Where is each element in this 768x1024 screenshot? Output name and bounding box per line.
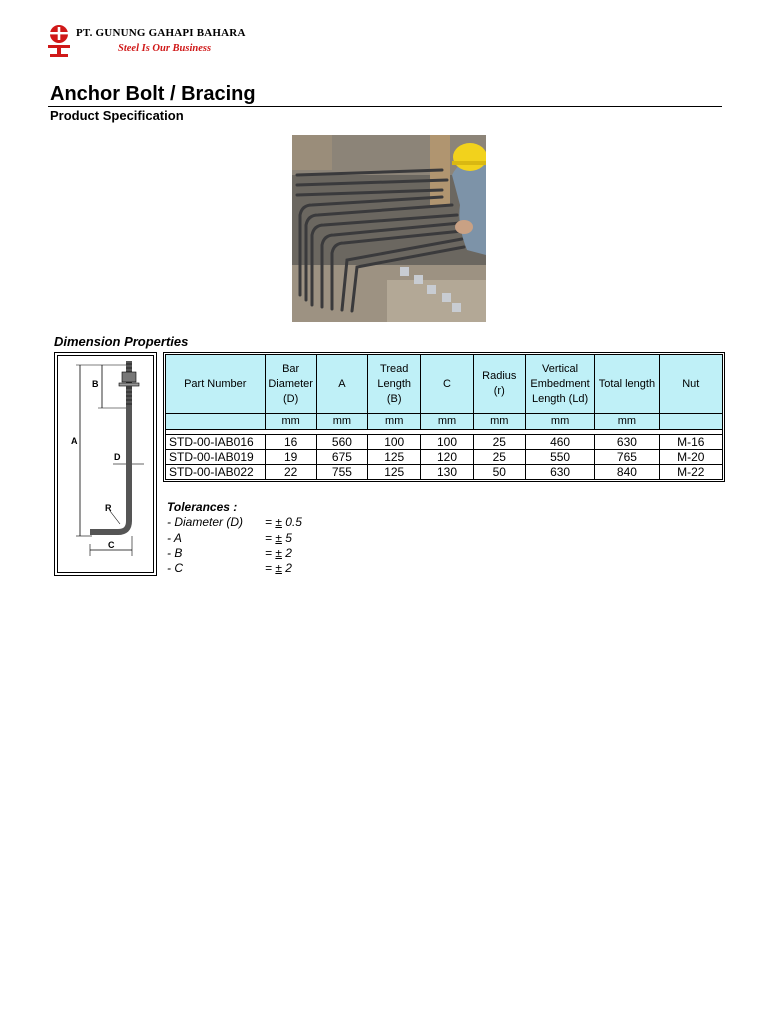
- plus-minus-sign: ±: [275, 545, 282, 560]
- tolerance-label: - B: [167, 545, 183, 560]
- company-name: PT. GUNUNG GAHAPI BAHARA: [76, 27, 246, 39]
- plus-minus-sign: ±: [275, 561, 282, 576]
- unit-cell: mm: [265, 414, 316, 430]
- spec-table: [165, 354, 723, 480]
- table-cell: 675: [316, 450, 367, 465]
- label-c: C: [108, 540, 115, 550]
- tolerance-value: 0.5: [285, 515, 302, 530]
- table-row: [166, 435, 723, 450]
- table-cell: 25: [473, 450, 525, 465]
- tolerance-label: - C: [167, 561, 183, 576]
- tolerance-value: 5: [285, 530, 292, 545]
- company-tagline: Steel Is Our Business: [118, 43, 212, 54]
- title-divider: [48, 106, 722, 107]
- col-header-radius: Radius (r): [473, 355, 525, 414]
- col-header-c: C: [421, 355, 473, 414]
- table-cell: 840: [595, 465, 659, 480]
- unit-cell: mm: [421, 414, 473, 430]
- tolerance-eq: =: [265, 530, 273, 545]
- plus-minus-sign: ±: [275, 515, 282, 530]
- table-row: [166, 450, 723, 465]
- table-cell: 19: [265, 450, 316, 465]
- table-cell: 630: [595, 435, 659, 450]
- table-cell: 755: [316, 465, 367, 480]
- tolerance-label: - Diameter (D): [167, 515, 244, 530]
- unit-cell: mm: [368, 414, 421, 430]
- tolerance-eq: =: [265, 515, 273, 530]
- col-header-vertical-embedment: Vertical Embedment Length (Ld): [525, 355, 594, 414]
- tolerance-eq: =: [265, 561, 273, 576]
- unit-row: [166, 414, 723, 430]
- tolerances-block: [167, 500, 302, 576]
- tolerance-value: 2: [285, 561, 292, 576]
- tolerance-row: [167, 561, 302, 576]
- label-a: A: [71, 436, 78, 446]
- table-cell: 22: [265, 465, 316, 480]
- tolerance-row: [167, 531, 302, 546]
- col-header-bar-diameter: Bar Diameter (D): [265, 355, 316, 414]
- tolerances-title: Tolerances :: [167, 500, 238, 514]
- cell-part-number: STD-00-IAB016: [166, 435, 266, 450]
- spec-table-container: [163, 352, 725, 482]
- col-header-a: A: [316, 355, 367, 414]
- table-cell: 630: [525, 465, 594, 480]
- table-cell: 50: [473, 465, 525, 480]
- tolerance-row: [167, 515, 302, 530]
- page-title: Anchor Bolt / Bracing: [50, 83, 256, 105]
- col-header-part-number: Part Number: [166, 355, 266, 414]
- unit-cell: [659, 414, 722, 430]
- unit-cell: mm: [595, 414, 659, 430]
- anchor-bolt-diagram: [54, 352, 157, 576]
- label-d: D: [114, 452, 121, 462]
- col-header-nut: Nut: [659, 355, 722, 414]
- section-title: Dimension Properties: [54, 334, 189, 349]
- table-cell: 120: [421, 450, 473, 465]
- table-cell: 460: [525, 435, 594, 450]
- tolerance-row: [167, 546, 302, 561]
- tolerance-label: - A: [167, 530, 182, 545]
- table-cell: M-16: [659, 435, 722, 450]
- table-cell: 25: [473, 435, 525, 450]
- table-cell: 125: [368, 465, 421, 480]
- label-b: B: [92, 379, 99, 389]
- page-subtitle: Product Specification: [50, 108, 184, 123]
- table-cell: 125: [368, 450, 421, 465]
- plus-minus-sign: ±: [275, 530, 282, 545]
- col-header-tread-length: Tread Length (B): [368, 355, 421, 414]
- label-r: R: [105, 503, 112, 513]
- tolerance-value: 2: [285, 545, 292, 560]
- tolerance-eq: =: [265, 545, 273, 560]
- anchor-bolt-drawing: [58, 356, 153, 572]
- table-row: [166, 465, 723, 480]
- table-cell: 130: [421, 465, 473, 480]
- unit-cell: mm: [525, 414, 594, 430]
- table-cell: M-22: [659, 465, 722, 480]
- table-cell: 550: [525, 450, 594, 465]
- anchor-bolt-photo: [292, 135, 486, 322]
- unit-cell: mm: [473, 414, 525, 430]
- cell-part-number: STD-00-IAB019: [166, 450, 266, 465]
- unit-cell: [166, 414, 266, 430]
- table-cell: 100: [368, 435, 421, 450]
- cell-part-number: STD-00-IAB022: [166, 465, 266, 480]
- header-row: [166, 355, 723, 414]
- table-cell: 560: [316, 435, 367, 450]
- table-cell: M-20: [659, 450, 722, 465]
- table-cell: 100: [421, 435, 473, 450]
- table-cell: 765: [595, 450, 659, 465]
- table-cell: 16: [265, 435, 316, 450]
- unit-cell: mm: [316, 414, 367, 430]
- company-logo: [46, 24, 72, 58]
- col-header-total-length: Total length: [595, 355, 659, 414]
